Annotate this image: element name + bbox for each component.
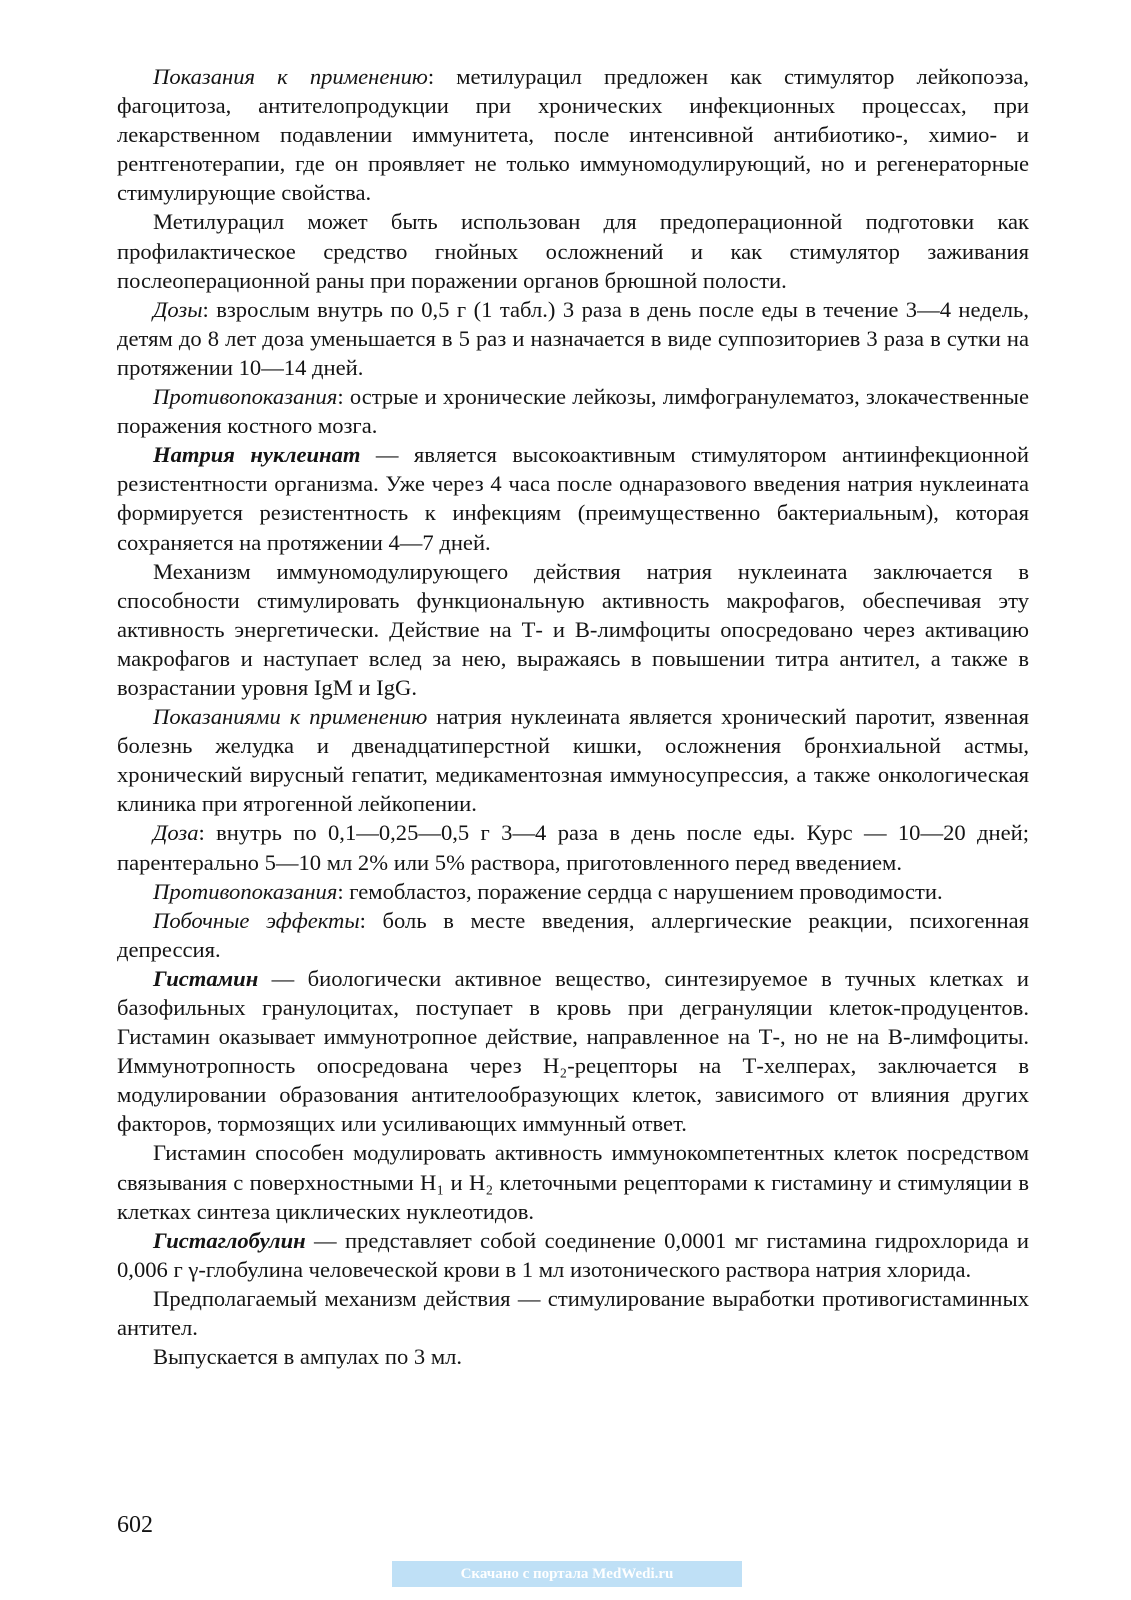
paragraph-lead: Натрия нуклеинат: [153, 442, 361, 468]
paragraph-text: : гемобластоз, поражение сердца с нарушением проводимости.: [337, 878, 943, 904]
paragraph-text: — биологически активное вещество, синтезируемое в тучных клетках и базофильных гранулоцитах, поступает в кровь при дегрануляции клеток-продуцентов. Гистамин оказывает иммунотропное действие, направленное на Т-, но не на В-лимфоциты. Иммунотропность опосредована через H₂-рецепторы на Т-хелперах, заключается в модулировании образования антителообразующих клеток, зависимого от влияния других факторов, тормозящих или усиливающих иммунный ответ.: [117, 965, 1029, 1137]
paragraph: [117, 295, 1029, 382]
paragraph-text: : взрослым внутрь по 0,5 г (1 табл.) 3 раза в день после еды в течение 3—4 недель, детям до 8 лет доза уменьшается в 5 раз и назначается в виде суппозиториев 3 раза в сутки на протяжении 10—14 дней.: [117, 296, 1029, 380]
paragraph-lead: Побочные эффекты: [153, 907, 360, 933]
paragraph: [117, 702, 1029, 818]
paragraph-text: : внутрь по 0,1—0,25—0,5 г 3—4 раза в день после еды. Курс — 10—20 дней; парентерально 5—10 мл 2% или 5% раствора, приготовленного перед введением.: [117, 820, 1029, 875]
paragraph-text: Гистамин способен модулировать активность иммунокомпетентных клеток посредством связывания с поверхностными H₁ и H₂ клеточными рецепторами к гистамину и стимуляции в клетках синтеза циклических нуклеотидов.: [117, 1140, 1029, 1224]
paragraph-lead: Доза: [153, 820, 199, 846]
paragraph-text: Выпускается в ампулах по 3 мл.: [153, 1344, 463, 1370]
paragraph-lead: Показаниями к применению: [153, 704, 428, 730]
paragraph: [117, 557, 1029, 702]
paragraph: [117, 1284, 1029, 1342]
paragraph: [117, 382, 1029, 440]
paragraph-lead: Противопоказания: [153, 384, 338, 410]
paragraph-text: натрия нуклеината является хронический паротит, язвенная болезнь желудка и двенадцатиперстной кишки, осложнения бронхиальной астмы, хронический вирусный гепатит, медикаментозная иммуносупрессия, а также онкологическая клиника при ятрогенной лейкопении.: [117, 704, 1029, 817]
paragraph-text: : боль в месте введения, аллергические реакции, психогенная депрессия.: [117, 907, 1029, 962]
paragraph: [117, 1226, 1029, 1284]
paragraph-lead: Гистаглобулин: [153, 1227, 306, 1253]
download-source-banner: Скачано с портала MedWedi.ru: [392, 1561, 742, 1587]
paragraph-lead: Противопоказания: [153, 878, 338, 904]
page-number: 602: [117, 1512, 153, 1538]
paragraph: [117, 207, 1029, 294]
paragraph-text: Предполагаемый механизм действия — стимулирование выработки противогистаминных антител.: [117, 1285, 1029, 1341]
paragraph-text: : метилурацил предложен как стимулятор лейкопоэза, фагоцитоза, антителопродукции при хронических инфекционных процессах, при лекарственном подавлении иммунитета, после интенсивной антибиотико-, химио- и рентгенотерапии, где он проявляет не только иммуномодулирующий, но и регенераторные стимулирующие свойства.: [117, 64, 1029, 206]
paragraph-lead: Дозы: [153, 296, 203, 322]
paragraph: [117, 62, 1029, 207]
page-body: [117, 62, 1029, 1371]
paragraph-lead: Гистамин: [153, 965, 259, 991]
paragraph: [117, 1342, 1029, 1371]
paragraph-text: — является высокоактивным стимулятором антиинфекционной резистентности организма. Уже через 4 часа после однаразового введения натрия нуклеината формируется резистентность к инфекциям (преимущественно бактериальным), которая сохраняется на протяжении 4—7 дней.: [117, 442, 1029, 555]
paragraph-text: — представляет собой соединение 0,0001 мг гистамина гидрохлорида и 0,006 г γ-глобулина человеческой крови в 1 мл изотонического раствора натрия хлорида.: [117, 1227, 1029, 1282]
paragraph-text: Механизм иммуномодулирующего действия натрия нуклеината заключается в способности стимулировать функциональную активность макрофагов, обеспечивая эту активность энергетически. Действие на Т- и В-лимфоциты опосредовано через активацию макрофагов и наступает вслед за нею, выражаясь в повышении титра антител, а также в возрастании уровня IgM и IgG.: [117, 558, 1029, 700]
paragraph: [117, 440, 1029, 556]
paragraph: [117, 818, 1029, 876]
paragraph: [117, 964, 1029, 1139]
paragraph: [117, 877, 1029, 906]
paragraph: [117, 906, 1029, 964]
paragraph-text: Метилурацил может быть использован для предоперационной подготовки как профилактическое средство гнойных осложнений и как стимулятор заживания послеоперационной раны при поражении органов брюшной полости.: [117, 209, 1029, 293]
paragraph: [117, 1138, 1029, 1225]
paragraph-text: : острые и хронические лейкозы, лимфогранулематоз, злокачественные поражения костного мозга.: [117, 384, 1029, 439]
paragraph-lead: Показания к применению: [153, 64, 428, 89]
